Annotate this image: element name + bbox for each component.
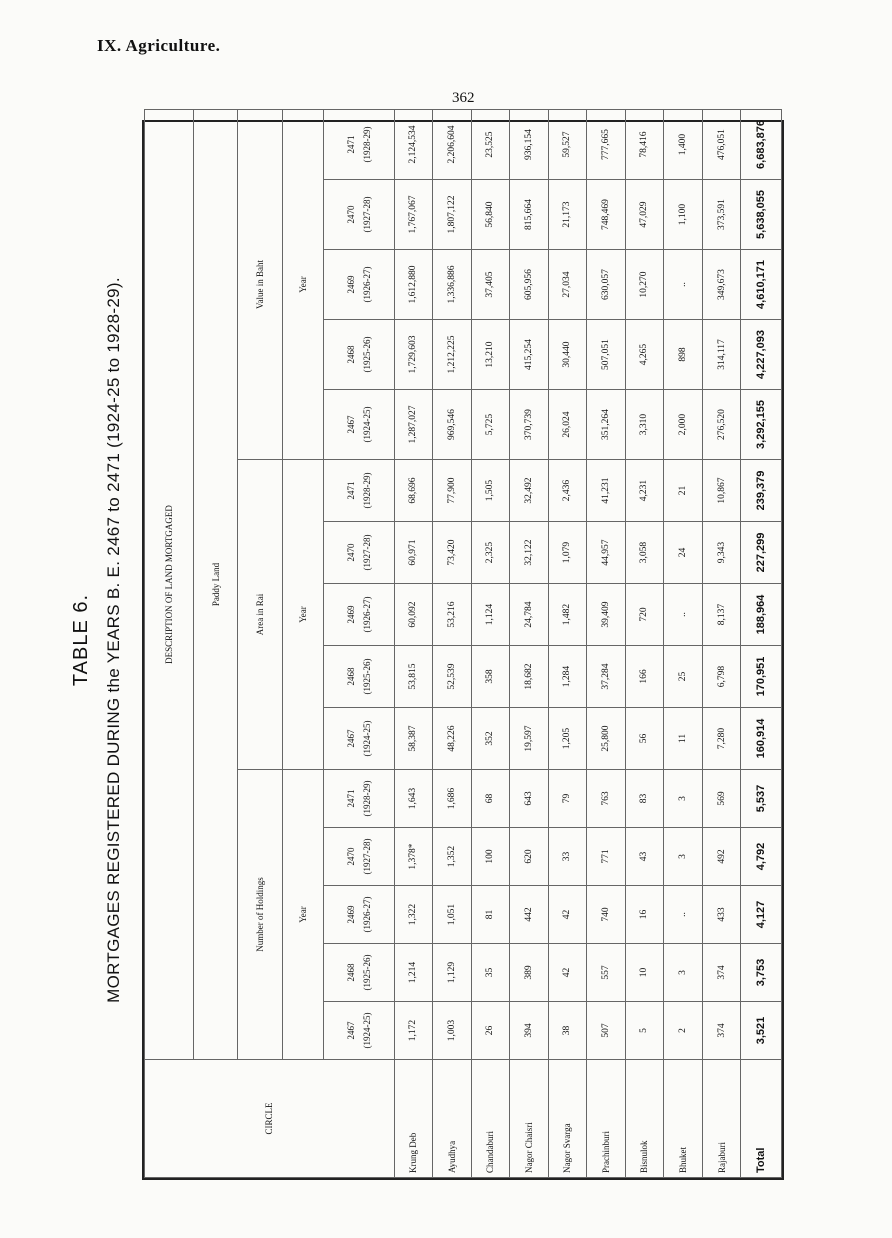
year-ce: (1926-27) xyxy=(361,896,372,933)
table-row xyxy=(394,110,433,1178)
holdings-cell: 1,003 xyxy=(433,1002,472,1060)
paddy-land-header: Paddy Land xyxy=(193,110,238,1060)
total-holdings-cell: 4,127 xyxy=(741,886,782,944)
value-cell: 10,270 xyxy=(625,250,664,320)
value-cell: 1,100 xyxy=(664,180,703,250)
area-cell: 6,798 xyxy=(702,646,741,708)
value-cell: 1,612,880 xyxy=(394,250,433,320)
value-cell: 476,051 xyxy=(702,110,741,180)
rotated-table-block xyxy=(70,100,890,1180)
total-label: Total xyxy=(741,1060,782,1178)
value-cell: 314,117 xyxy=(702,320,741,390)
holdings-header: Number of Holdings xyxy=(238,770,283,1060)
holdings-cell: 374 xyxy=(702,944,741,1002)
value-year-label: Year xyxy=(282,110,323,460)
year-header-cell xyxy=(323,1002,394,1060)
area-cell: 56 xyxy=(625,708,664,770)
holdings-cell: 100 xyxy=(471,828,510,886)
table-row xyxy=(433,110,472,1178)
value-cell: 815,664 xyxy=(510,180,549,250)
year-header-cell xyxy=(323,886,394,944)
year-be: 2469 xyxy=(345,275,356,294)
value-cell: 56,840 xyxy=(471,180,510,250)
holdings-cell: 42 xyxy=(548,886,587,944)
holdings-cell: 38 xyxy=(548,1002,587,1060)
year-be: 2470 xyxy=(345,205,356,224)
year-header-cell xyxy=(323,708,394,770)
value-cell: 630,057 xyxy=(587,250,626,320)
holdings-cell: 492 xyxy=(702,828,741,886)
year-header-cell xyxy=(323,584,394,646)
area-cell: 24,784 xyxy=(510,584,549,646)
holdings-cell: 3 xyxy=(664,944,703,1002)
table-row xyxy=(471,110,510,1178)
area-cell: 1,124 xyxy=(471,584,510,646)
holdings-cell: 442 xyxy=(510,886,549,944)
value-cell: .. xyxy=(664,250,703,320)
year-ce: (1925-26) xyxy=(361,954,372,991)
year-ce: (1926-27) xyxy=(361,596,372,633)
year-ce: (1926-27) xyxy=(361,266,372,303)
year-ce: (1928-29) xyxy=(361,472,372,509)
year-header-cell xyxy=(323,770,394,828)
value-cell: 47,029 xyxy=(625,180,664,250)
holdings-cell: 16 xyxy=(625,886,664,944)
value-cell: 276,520 xyxy=(702,390,741,460)
total-holdings-cell: 3,521 xyxy=(741,1002,782,1060)
value-cell: 1,729,603 xyxy=(394,320,433,390)
value-cell: 1,336,886 xyxy=(433,250,472,320)
value-cell: 748,469 xyxy=(587,180,626,250)
year-be: 2470 xyxy=(345,543,356,562)
area-cell: 9,343 xyxy=(702,522,741,584)
year-be: 2468 xyxy=(345,963,356,982)
area-cell: 1,079 xyxy=(548,522,587,584)
holdings-cell: 740 xyxy=(587,886,626,944)
circle-name: Bisnulok xyxy=(625,1060,664,1178)
total-value-cell: 4,610,171 xyxy=(741,250,782,320)
total-holdings-cell: 4,792 xyxy=(741,828,782,886)
holdings-cell: 81 xyxy=(471,886,510,944)
value-cell: 5,725 xyxy=(471,390,510,460)
year-be: 2469 xyxy=(345,905,356,924)
holdings-cell: 569 xyxy=(702,770,741,828)
area-cell: 60,971 xyxy=(394,522,433,584)
area-cell: 18,682 xyxy=(510,646,549,708)
holdings-cell: 10 xyxy=(625,944,664,1002)
area-cell: 44,957 xyxy=(587,522,626,584)
total-value-cell: 5,638,055 xyxy=(741,180,782,250)
year-be: 2471 xyxy=(345,135,356,154)
holdings-cell: 26 xyxy=(471,1002,510,1060)
value-cell: 1,767,067 xyxy=(394,180,433,250)
holdings-cell: 507 xyxy=(587,1002,626,1060)
area-cell: 77,900 xyxy=(433,460,472,522)
year-header-cell xyxy=(323,390,394,460)
value-cell: 21,173 xyxy=(548,180,587,250)
holdings-cell: 43 xyxy=(625,828,664,886)
circle-name: Nagor Svarga xyxy=(548,1060,587,1178)
value-cell: 349,673 xyxy=(702,250,741,320)
value-cell: 777,665 xyxy=(587,110,626,180)
value-cell: 370,739 xyxy=(510,390,549,460)
area-cell: 7,280 xyxy=(702,708,741,770)
year-be: 2467 xyxy=(345,1021,356,1040)
page-number: 362 xyxy=(452,90,475,106)
area-cell: 48,226 xyxy=(433,708,472,770)
circle-name: Rajaburi xyxy=(702,1060,741,1178)
year-header-cell xyxy=(323,110,394,180)
year-be: 2471 xyxy=(345,481,356,500)
year-be: 2467 xyxy=(345,729,356,748)
circle-name: Chandaburi xyxy=(471,1060,510,1178)
holdings-cell: 374 xyxy=(702,1002,741,1060)
value-cell: 1,807,122 xyxy=(433,180,472,250)
table-row xyxy=(510,110,549,1178)
year-ce: (1924-25) xyxy=(361,1012,372,1049)
area-cell: 60,092 xyxy=(394,584,433,646)
area-cell: 1,505 xyxy=(471,460,510,522)
value-cell: 373,591 xyxy=(702,180,741,250)
area-cell: 19,597 xyxy=(510,708,549,770)
value-header: Value in Baht xyxy=(238,110,283,460)
area-cell: 41,231 xyxy=(587,460,626,522)
value-cell: 1,287,027 xyxy=(394,390,433,460)
value-cell: 936,154 xyxy=(510,110,549,180)
holdings-cell: 389 xyxy=(510,944,549,1002)
circle-name: Prachinburi xyxy=(587,1060,626,1178)
description-header: DESCRIPTION OF LAND MORTGAGED xyxy=(145,110,194,1060)
area-cell: 24 xyxy=(664,522,703,584)
table-row xyxy=(548,110,587,1178)
holdings-cell: 33 xyxy=(548,828,587,886)
area-cell: 52,539 xyxy=(433,646,472,708)
holdings-cell: 1,643 xyxy=(394,770,433,828)
total-value-cell: 4,227,093 xyxy=(741,320,782,390)
year-header-cell xyxy=(323,646,394,708)
total-area-cell: 239,379 xyxy=(741,460,782,522)
year-header-cell xyxy=(323,522,394,584)
year-header-cell xyxy=(323,460,394,522)
area-cell: 68,696 xyxy=(394,460,433,522)
year-ce: (1925-26) xyxy=(361,336,372,373)
circle-name: Nagor Chaisri xyxy=(510,1060,549,1178)
year-be: 2467 xyxy=(345,415,356,434)
area-cell: 2,436 xyxy=(548,460,587,522)
circle-name: Bhuket xyxy=(664,1060,703,1178)
year-be: 2470 xyxy=(345,847,356,866)
value-cell: 351,264 xyxy=(587,390,626,460)
holdings-cell: 643 xyxy=(510,770,549,828)
area-cell: 1,284 xyxy=(548,646,587,708)
holdings-cell: 3 xyxy=(664,770,703,828)
year-be: 2468 xyxy=(345,667,356,686)
holdings-cell: 1,214 xyxy=(394,944,433,1002)
holdings-cell: 2 xyxy=(664,1002,703,1060)
holdings-cell: 1,129 xyxy=(433,944,472,1002)
year-header-cell xyxy=(323,320,394,390)
total-value-cell: 3,292,155 xyxy=(741,390,782,460)
table-title: MORTGAGES REGISTERED DURING the YEARS B. E. 2467 to 2471 (1924-25 to 1928-29). xyxy=(104,277,123,1003)
holdings-cell: 1,051 xyxy=(433,886,472,944)
value-cell: 37,405 xyxy=(471,250,510,320)
year-header-cell xyxy=(323,828,394,886)
table-row xyxy=(664,110,703,1178)
value-cell: 59,527 xyxy=(548,110,587,180)
area-cell: .. xyxy=(664,584,703,646)
year-ce: (1924-25) xyxy=(361,406,372,443)
value-cell: 27,034 xyxy=(548,250,587,320)
year-ce: (1928-29) xyxy=(361,126,372,163)
year-header-cell xyxy=(323,180,394,250)
holdings-cell: 394 xyxy=(510,1002,549,1060)
year-be: 2469 xyxy=(345,605,356,624)
holdings-cell: .. xyxy=(664,886,703,944)
holdings-cell: 557 xyxy=(587,944,626,1002)
value-cell: 1,212,225 xyxy=(433,320,472,390)
total-area-cell: 227,299 xyxy=(741,522,782,584)
total-row xyxy=(741,110,782,1178)
area-cell: 1,205 xyxy=(548,708,587,770)
holdings-cell: 763 xyxy=(587,770,626,828)
total-holdings-cell: 5,537 xyxy=(741,770,782,828)
year-ce: (1928-29) xyxy=(361,780,372,817)
holdings-cell: 620 xyxy=(510,828,549,886)
year-ce: (1927-28) xyxy=(361,196,372,233)
area-cell: 10,867 xyxy=(702,460,741,522)
value-cell: 969,546 xyxy=(433,390,472,460)
holdings-cell: 1,322 xyxy=(394,886,433,944)
value-cell: 13,210 xyxy=(471,320,510,390)
area-cell: 8,137 xyxy=(702,584,741,646)
area-cell: 58,387 xyxy=(394,708,433,770)
value-cell: 2,124,534 xyxy=(394,110,433,180)
area-cell: 32,122 xyxy=(510,522,549,584)
year-be: 2471 xyxy=(345,789,356,808)
value-cell: 2,000 xyxy=(664,390,703,460)
total-holdings-cell: 3,753 xyxy=(741,944,782,1002)
value-cell: 1,400 xyxy=(664,110,703,180)
value-cell: 4,265 xyxy=(625,320,664,390)
area-header: Area in Rai xyxy=(238,460,283,770)
total-value-cell: 6,683,876 xyxy=(741,110,782,180)
area-cell: 2,325 xyxy=(471,522,510,584)
area-cell: 352 xyxy=(471,708,510,770)
year-header-cell xyxy=(323,250,394,320)
value-cell: 507,051 xyxy=(587,320,626,390)
area-cell: 25,800 xyxy=(587,708,626,770)
area-cell: 37,284 xyxy=(587,646,626,708)
value-cell: 415,254 xyxy=(510,320,549,390)
year-be: 2468 xyxy=(345,345,356,364)
holdings-cell: 83 xyxy=(625,770,664,828)
value-cell: 78,416 xyxy=(625,110,664,180)
circle-name: Ayudhya xyxy=(433,1060,472,1178)
table-row xyxy=(587,110,626,1178)
area-cell: 73,420 xyxy=(433,522,472,584)
total-area-cell: 188,964 xyxy=(741,584,782,646)
area-cell: 32,492 xyxy=(510,460,549,522)
table-number: TABLE 6. xyxy=(70,593,92,687)
holdings-cell: 42 xyxy=(548,944,587,1002)
total-area-cell: 160,914 xyxy=(741,708,782,770)
area-cell: 720 xyxy=(625,584,664,646)
value-cell: 2,206,604 xyxy=(433,110,472,180)
holdings-cell: 1,352 xyxy=(433,828,472,886)
holdings-cell: 1,172 xyxy=(394,1002,433,1060)
value-cell: 23,525 xyxy=(471,110,510,180)
area-cell: 166 xyxy=(625,646,664,708)
area-cell: 3,058 xyxy=(625,522,664,584)
area-cell: 358 xyxy=(471,646,510,708)
year-ce: (1924-25) xyxy=(361,720,372,757)
area-cell: 11 xyxy=(664,708,703,770)
area-year-label: Year xyxy=(282,460,323,770)
year-ce: (1927-28) xyxy=(361,838,372,875)
area-cell: 53,815 xyxy=(394,646,433,708)
circle-name: Krung Deb xyxy=(394,1060,433,1178)
value-cell: 605,956 xyxy=(510,250,549,320)
section-heading: IX. Agriculture. xyxy=(97,36,221,55)
area-cell: 1,482 xyxy=(548,584,587,646)
area-cell: 39,409 xyxy=(587,584,626,646)
year-ce: (1927-28) xyxy=(361,534,372,571)
holdings-cell: 79 xyxy=(548,770,587,828)
holdings-cell: 68 xyxy=(471,770,510,828)
value-cell: 3,310 xyxy=(625,390,664,460)
year-ce: (1925-26) xyxy=(361,658,372,695)
mortgage-table xyxy=(142,120,784,1180)
holdings-cell: 771 xyxy=(587,828,626,886)
holdings-cell: 1,378* xyxy=(394,828,433,886)
value-cell: 26,024 xyxy=(548,390,587,460)
circle-header: CIRCLE xyxy=(145,1060,395,1178)
area-cell: 53,216 xyxy=(433,584,472,646)
area-cell: 4,231 xyxy=(625,460,664,522)
total-area-cell: 170,951 xyxy=(741,646,782,708)
holdings-cell: 5 xyxy=(625,1002,664,1060)
holdings-cell: 3 xyxy=(664,828,703,886)
holdings-cell: 433 xyxy=(702,886,741,944)
value-cell: 30,440 xyxy=(548,320,587,390)
table-row xyxy=(625,110,664,1178)
holdings-year-label: Year xyxy=(282,770,323,1060)
area-cell: 21 xyxy=(664,460,703,522)
value-cell: 898 xyxy=(664,320,703,390)
year-header-cell xyxy=(323,944,394,1002)
area-cell: 25 xyxy=(664,646,703,708)
table-row xyxy=(702,110,741,1178)
holdings-cell: 1,686 xyxy=(433,770,472,828)
holdings-cell: 35 xyxy=(471,944,510,1002)
